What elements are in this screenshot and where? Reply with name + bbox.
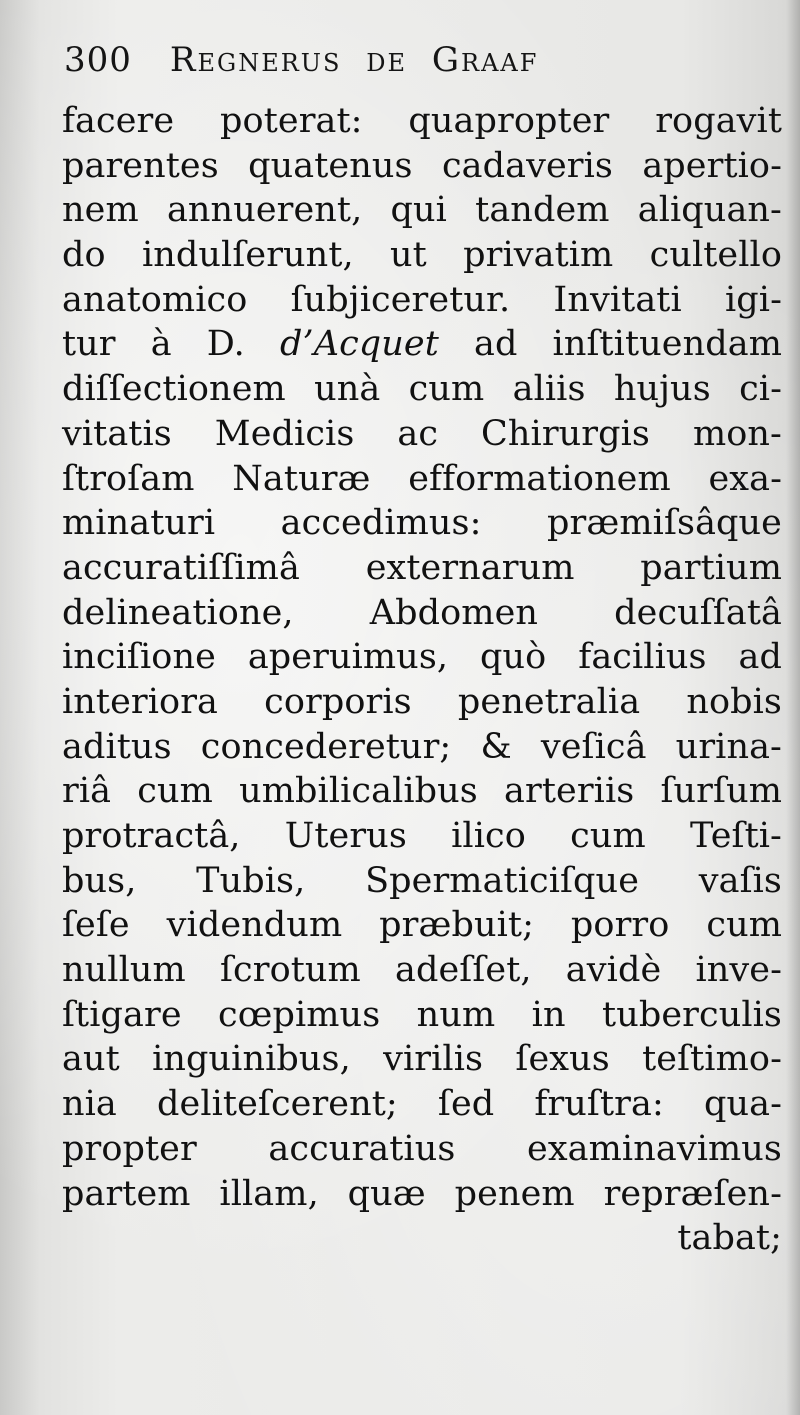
running-head: Regnerus de Graaf — [169, 40, 539, 80]
text-line: anatomico ſubjiceretur. Invitati igi- — [62, 279, 782, 320]
text-line: nullum ſcrotum adeſſet, avidè inve- — [62, 950, 782, 991]
page-number: 300 — [64, 40, 132, 80]
text-line: minaturi accedimus: præmiſsâque — [62, 503, 782, 544]
text-line: protractâ, Uterus ilico cum Teſti- — [62, 816, 782, 856]
text-line: bus, Tubis, Spermaticiſque vaſis — [62, 860, 782, 901]
text-line: ſtroſam Naturæ efformationem exa- — [62, 458, 782, 499]
text-line: interiora corporis penetralia nobis — [62, 681, 782, 722]
text-line: parentes quatenus cadaveris apertio- — [62, 145, 782, 186]
text-line: partem illam, quæ penem repræſen- — [62, 1173, 782, 1214]
text-line: propter accuratius examinavimus — [62, 1128, 782, 1169]
text-line: nia deliteſcerent; ſed fruſtra: qua- — [62, 1084, 782, 1125]
page-header — [64, 40, 794, 98]
page-edge-shadow — [786, 0, 800, 1415]
text-line: delineatione, Abdomen decuſſatâ — [62, 592, 782, 633]
text-line: ſeſe videndum præbuit; porro cum — [62, 905, 782, 946]
text-line: aut inguinibus, virilis ſexus teſtimo- — [62, 1039, 782, 1080]
text-line: vitatis Medicis ac Chirurgis mon- — [62, 413, 782, 454]
text-line: do indulſerunt, ut privatim cultello — [62, 235, 782, 276]
text-line: accuratiſſimâ externarum partium — [62, 547, 782, 588]
text-line: diſſectionem unà cum aliis hujus ci- — [62, 369, 782, 410]
text-line: nem annuerent, qui tandem aliquan- — [62, 190, 782, 231]
body-text — [62, 99, 782, 1261]
text-line: inciſione aperuimus, quò facilius ad — [62, 637, 782, 678]
text-line: facere poterat: quapropter rogavit — [62, 101, 782, 141]
catchword-line: tabat; — [677, 1218, 782, 1259]
text-line-with-name — [62, 322, 782, 367]
text-before-name: tur à D. — [62, 324, 280, 365]
text-line: ſtigare cœpimus num in tuberculis — [62, 994, 782, 1035]
italic-name: d’Acquet — [279, 324, 439, 365]
text-line: riâ cum umbilicalibus arteriis ſurſum — [62, 771, 782, 812]
text-line: aditus concederetur; & veſicâ urina- — [62, 726, 782, 767]
text-after-name: ad inſtituendam — [438, 324, 782, 365]
